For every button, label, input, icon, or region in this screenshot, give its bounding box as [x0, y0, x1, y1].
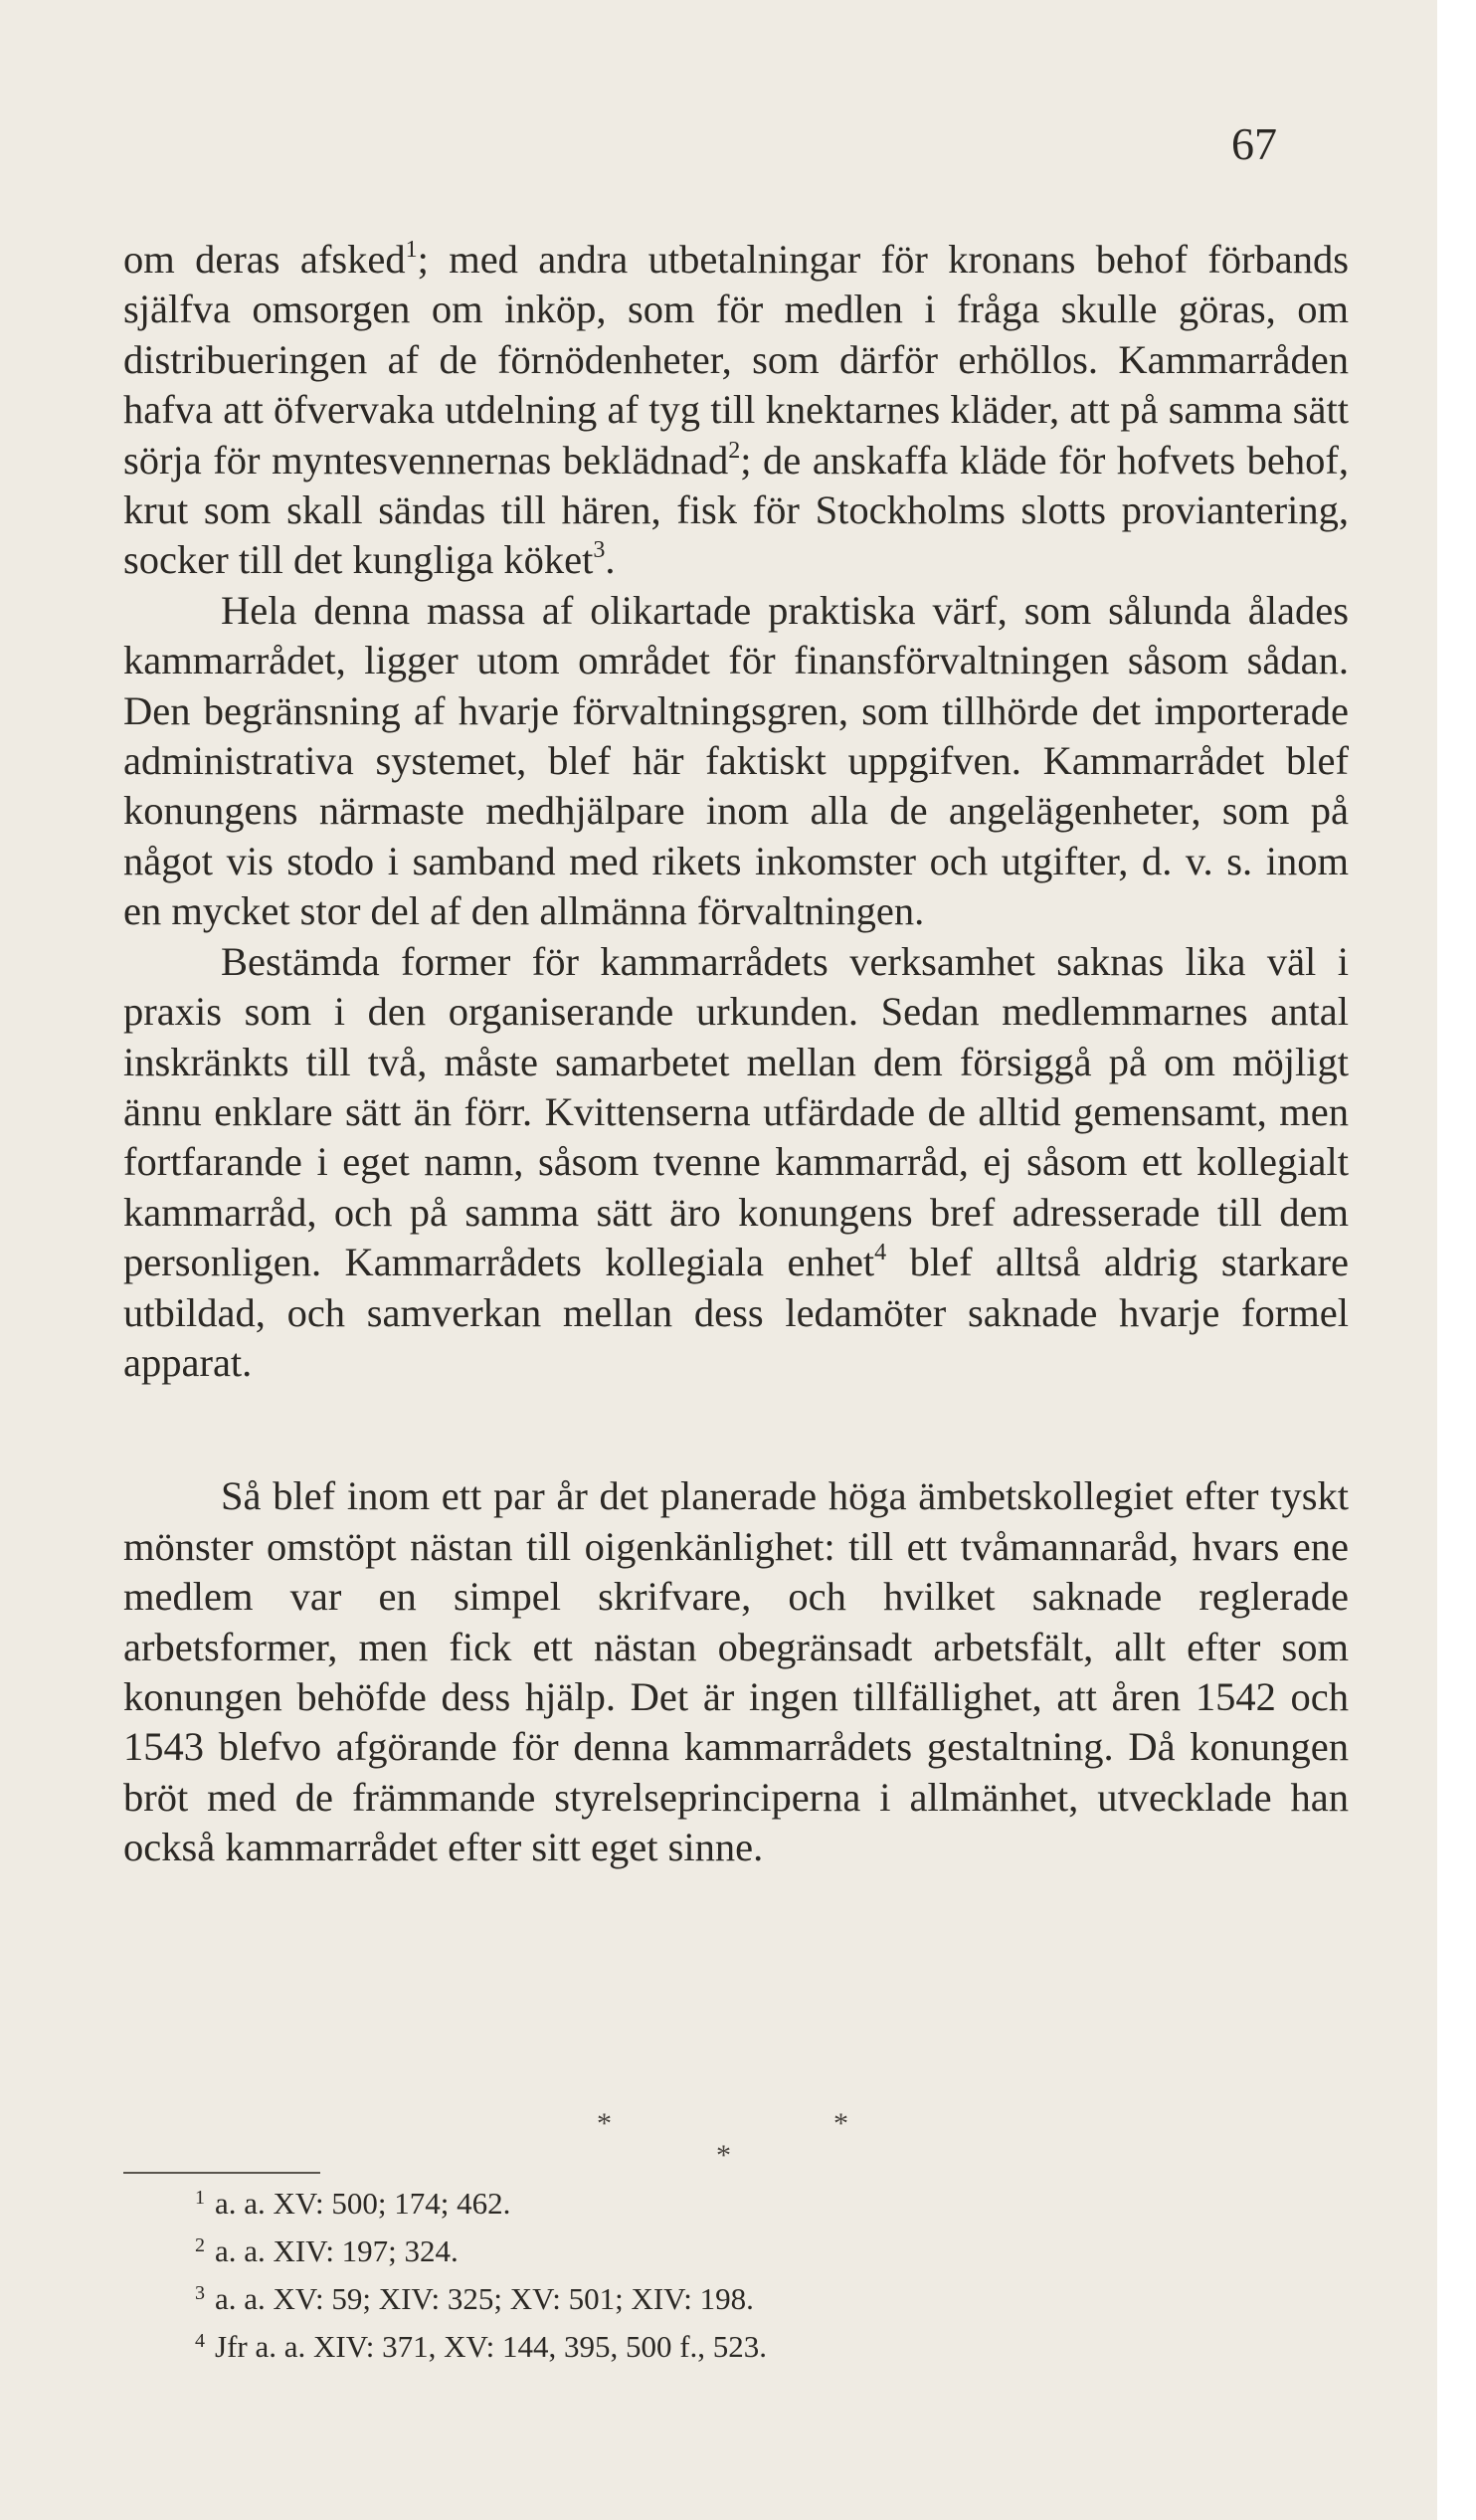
footnote-mark: 3 [195, 2282, 205, 2304]
page-number: 67 [1231, 118, 1277, 169]
footnote-ref: 2 [728, 437, 741, 464]
footnote-ref: 1 [405, 237, 418, 263]
text-run: Bestämda former för kammarrådets verksamhet saknas lika väl i praxis som i den organiserande urkunden. Sedan medlemmarnes antal inskränkts till två, måste samarbetet mellan dem försiggå på om möjligt ännu enklare sätt än förr. Kvittenserna utfärdade de alltid gemensamt, men fortfarande i eget namn, såsom tvenne kammarråd, ej såsom ett kollegialt kammarråd, och på samma sätt äro konungens bref adresserade till dem personligen. Kammarrådets kollegiala enhet [123, 938, 1349, 1285]
footnote-2 [195, 2225, 767, 2272]
separator-star: * [833, 2107, 848, 2140]
text-run: ; med andra utbetalningar för kronans behof förbands själfva omsorgen om inköp, som för medlen i fråga skulle göras, om distribueringen af de förnödenheter, som därför erhöllos. Kammarråden hafva att öfvervaka utdelning af tyg till knektarnes kläder, att på samma sätt sörja för myntesvennernas beklädnad [123, 237, 1350, 483]
footnotes [195, 2177, 767, 2368]
footnote-text: a. a. XIV: 197; 324. [215, 2233, 459, 2268]
text-run: Hela denna massa af olikartade praktiska värf, som sålunda ålades kammarrådet, ligger utom området för finansförvaltningen såsom sådan. Den begränsning af hvarje förvaltningsgren, som tillhörde det importerade administrativa systemet, blef här faktiskt uppgifven. Kammarrådet blef konungens närmaste medhjälpare inom alla de angelägenheter, som på något vis stodo i samband med rikets inkomster och utgifter, d. v. s. inom en mycket stor del af den allmänna förvaltningen. [123, 587, 1349, 934]
footnote-ref: 4 [874, 1240, 887, 1266]
body-text [123, 235, 1349, 1873]
footnote-1 [195, 2177, 767, 2225]
footnote-ref: 3 [593, 537, 606, 564]
separator-star: * [716, 2139, 731, 2172]
text-run: ; de anskaffa kläde för hofvets behof, krut som skall sändas till hären, fisk för Stockholms slotts proviantering, socker till det kungliga köket [123, 437, 1349, 583]
footnote-3 [195, 2272, 767, 2320]
footnote-rule [123, 2172, 320, 2174]
footnote-text: a. a. XV: 500; 174; 462. [215, 2186, 511, 2221]
text-run: om deras afsked [123, 237, 406, 282]
paragraph-3 [123, 937, 1349, 1389]
footnote-4 [195, 2320, 767, 2368]
paragraph-1 [123, 235, 1349, 586]
paragraph-4 [123, 1471, 1349, 1872]
text-run: Så blef inom ett par år det planerade höga ämbetskollegiet efter tyskt mönster omstöpt nästan till oigenkänlighet: till ett tvåmannaråd, hvars ene medlem var en simpel skrifvare, och hvilket saknade reglerade arbetsformer, men fick ett nästan obegränsadt arbetsfält, allt efter som konungen behöfde dess hjälp. Det är ingen tillfällighet, att åren 1542 och 1543 blefvo afgörande för denna kammarrådets gestaltning. Då konungen bröt med de främmande styrelseprinciperna i allmänhet, utvecklade han också kammarrådet efter sitt eget sinne. [123, 1473, 1349, 1870]
footnote-mark: 2 [195, 2234, 205, 2256]
paragraph-2 [123, 586, 1349, 937]
footnote-text: a. a. XV: 59; XIV: 325; XV: 501; XIV: 198. [215, 2281, 754, 2316]
footnote-text: Jfr a. a. XIV: 371, XV: 144, 395, 500 f., 523. [215, 2329, 768, 2364]
text-run: blef alltså aldrig starkare utbildad, och samverkan mellan dess ledamöter saknade hvarje formel apparat. [123, 1240, 1349, 1385]
footnote-mark: 1 [195, 2187, 205, 2209]
separator-star: * [597, 2107, 612, 2140]
text-run: . [605, 537, 616, 583]
footnote-mark: 4 [195, 2330, 205, 2352]
